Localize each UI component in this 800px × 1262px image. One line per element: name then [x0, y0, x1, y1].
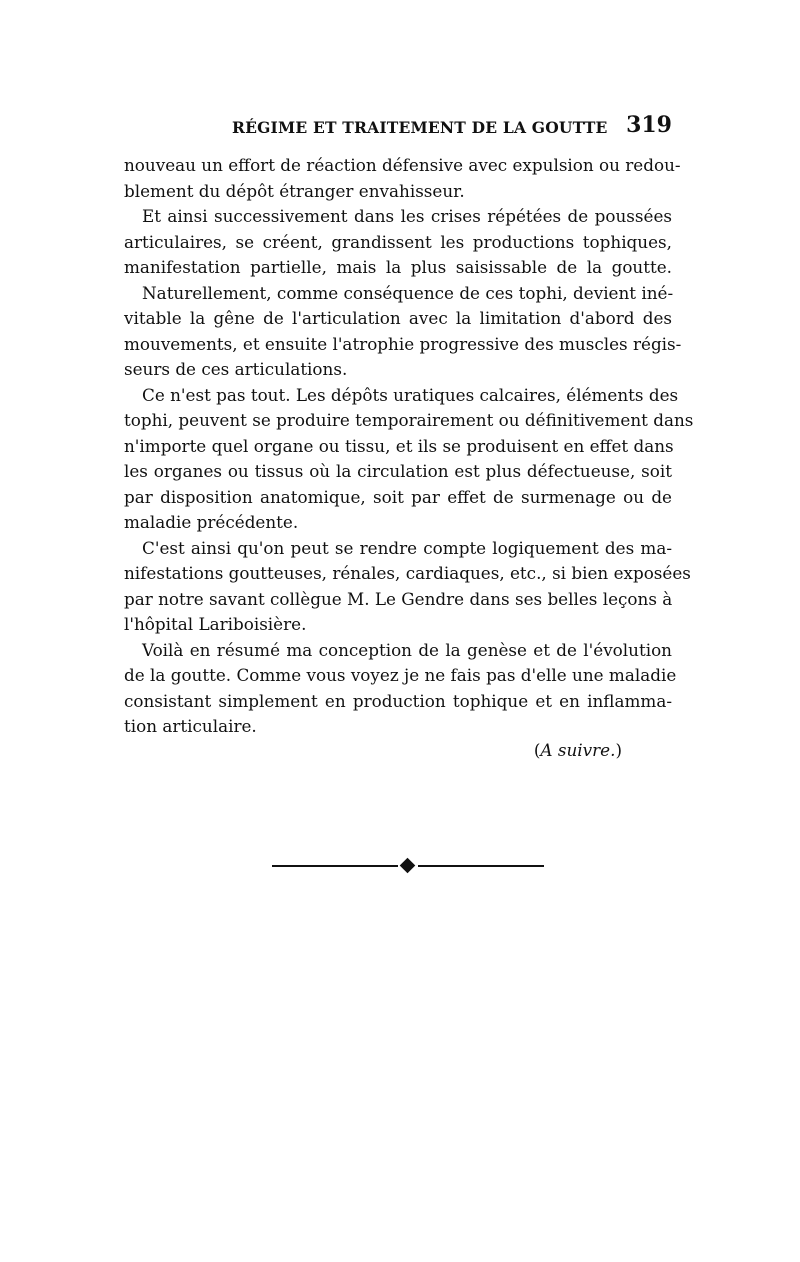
text-line: consistant simplement en production tophique et en inflamma-	[124, 690, 672, 711]
text-line: les organes ou tissus où la circulation est plus défectueuse, soit	[124, 461, 672, 481]
text-line: n'importe quel organe ou tissu, et ils se produisent en effet dans	[124, 435, 674, 456]
text-line: manifestation partielle, mais la plus saisissable de la goutte.	[124, 257, 672, 277]
rule-right	[418, 865, 544, 867]
text-line: Et ainsi successivement dans les crises répétées de poussées	[142, 206, 672, 226]
text-line: Ce n'est pas tout. Les dépôts uratiques calcaires, éléments des	[142, 384, 679, 405]
to-be-continued	[124, 738, 622, 763]
text-line: nouveau un effort de réaction défensive avec expulsion ou redou-	[124, 155, 681, 175]
page-header	[124, 112, 672, 146]
running-head: RÉGIME ET TRAITEMENT DE LA GOUTTE	[232, 118, 608, 137]
text-line: par notre savant collègue M. Le Gendre dans ses belles leçons à	[124, 588, 673, 609]
to-be-continued-text: A suivre.	[540, 740, 616, 760]
text-line: Voilà en résumé ma conception de la genèse et de l'évolution	[142, 639, 672, 660]
text-line: maladie précédente.	[124, 512, 299, 532]
rule-left	[272, 865, 398, 867]
text-line: articulaires, se créent, grandissent les productions tophiques,	[124, 231, 672, 252]
text-line: par disposition anatomique, soit par effet de surmenage ou de	[124, 486, 672, 507]
body-text	[124, 153, 694, 740]
text-line: Naturellement, comme conséquence de ces tophi, devient iné-	[142, 282, 674, 303]
text-line: vitable la gêne de l'articulation avec la limitation d'abord des	[124, 308, 672, 328]
paren-close: )	[615, 740, 622, 760]
page-number: 319	[626, 112, 672, 138]
text-line: l'hôpital Lariboisière.	[124, 614, 307, 634]
diamond-icon	[400, 858, 416, 874]
text-line: seurs de ces articulations.	[124, 359, 348, 379]
paren-open: (	[533, 740, 541, 760]
text-line: tophi, peuvent se produire temporairement ou définitivement dans	[124, 410, 694, 430]
text-line: C'est ainsi qu'on peut se rendre compte logiquement des ma-	[142, 537, 672, 558]
text-line: nifestations goutteuses, rénales, cardiaques, etc., si bien exposées	[124, 563, 691, 583]
end-rule-ornament	[272, 858, 544, 874]
text-line: mouvements, et ensuite l'atrophie progressive des muscles régis-	[124, 333, 682, 354]
text-line: blement du dépôt étranger envahisseur.	[124, 180, 465, 201]
text-line: tion articulaire.	[124, 716, 257, 736]
text-line: de la goutte. Comme vous voyez je ne fais pas d'elle une maladie	[124, 665, 677, 685]
